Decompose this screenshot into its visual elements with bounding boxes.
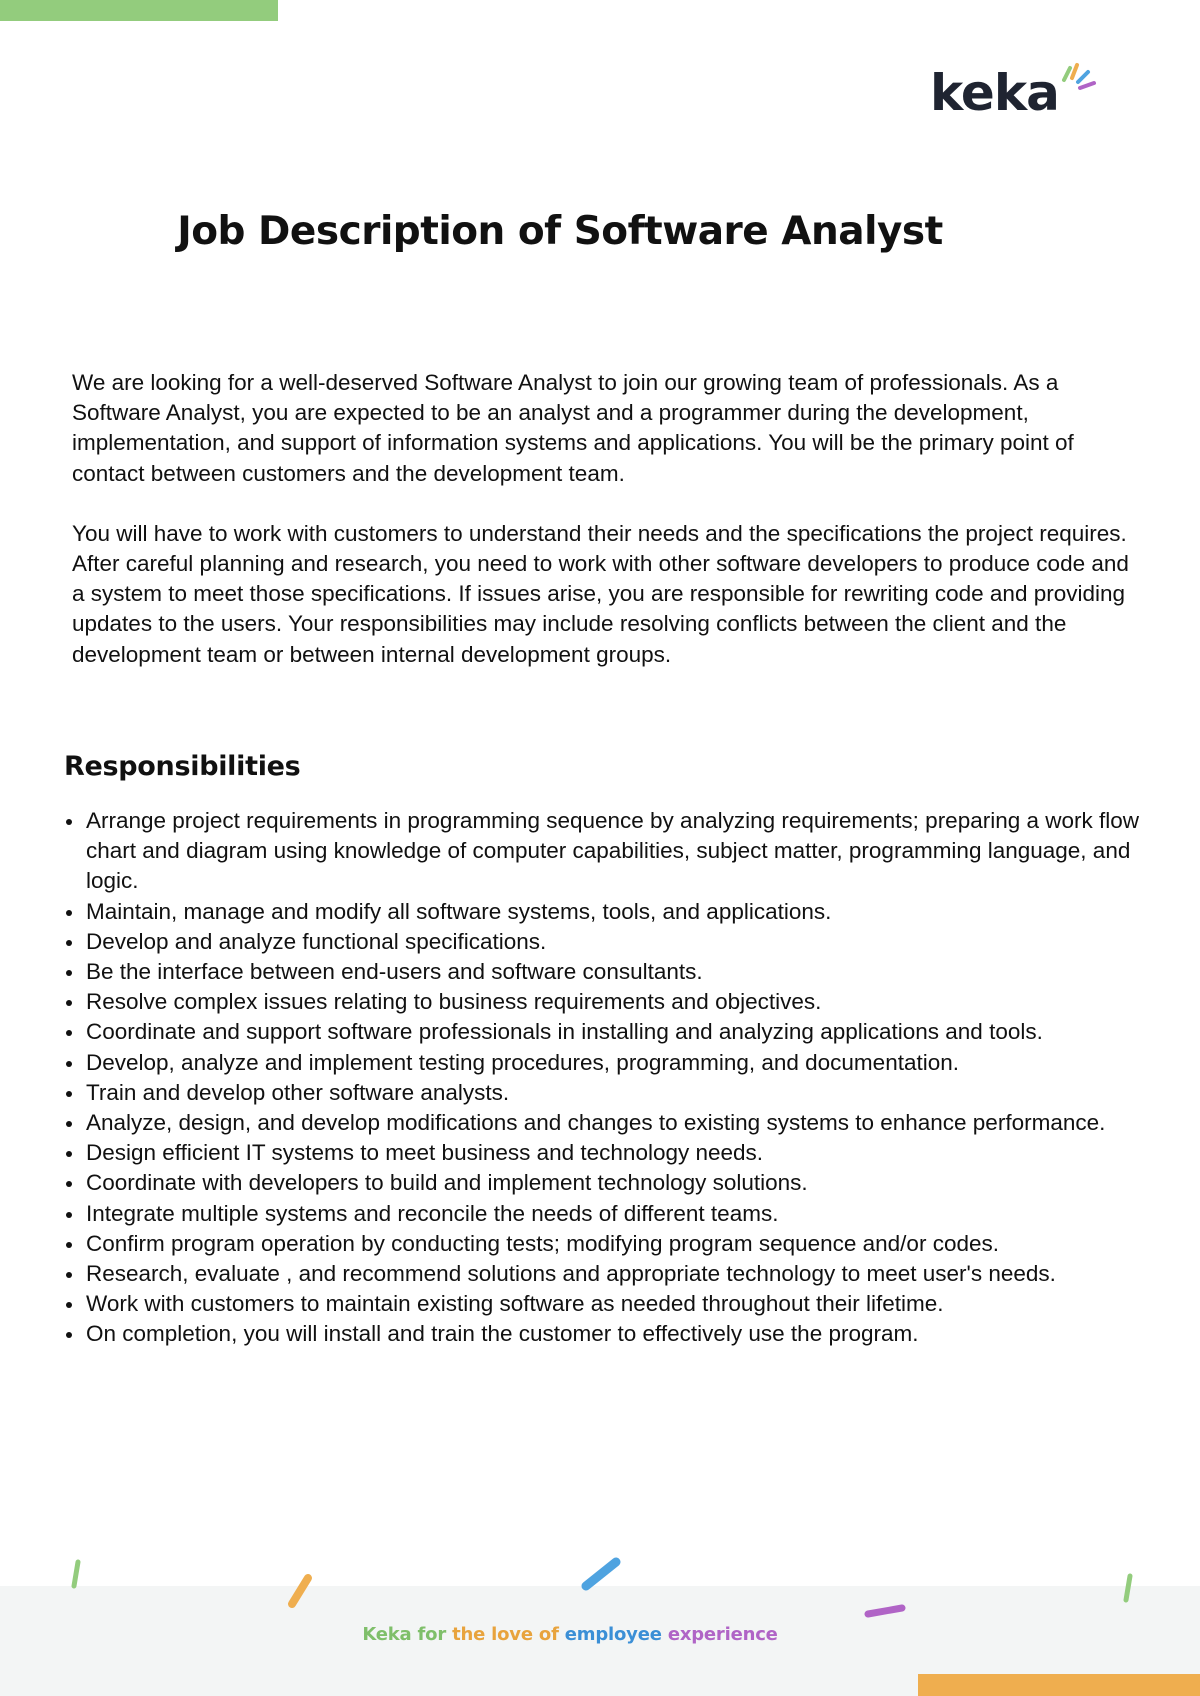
deco-stroke-orange [292,1578,308,1604]
spark-stroke-green [1064,68,1070,80]
list-item: Coordinate and support software professionals in installing and analyzing applications and tools. [86,1017,1146,1047]
deco-stroke-green-right [1126,1576,1130,1600]
list-item: Research, evaluate , and recommend solutions and appropriate technology to meet user's needs. [86,1259,1146,1289]
list-item: Be the interface between end-users and software consultants. [86,957,1146,987]
list-item: Resolve complex issues relating to business requirements and objectives. [86,987,1146,1017]
spark-stroke-orange [1072,65,1077,78]
list-item: Develop, analyze and implement testing procedures, programming, and documentation. [86,1048,1146,1078]
tagline-part-3: of [538,1624,565,1645]
list-item: Develop and analyze functional specifications. [86,927,1146,957]
list-item: On completion, you will install and train the customer to effectively use the program. [86,1319,1146,1349]
intro-section [72,368,1132,700]
list-item: Arrange project requirements in programming sequence by analyzing requirements; preparing a work flow chart and diagram using knowledge of computer capabilities, subject matter, programming language, and logic. [86,806,1146,897]
logo-wordmark: keka [930,64,1059,122]
intro-paragraph-1: We are looking for a well-deserved Software Analyst to join our growing team of professionals. As a Software Analyst, you are expected to be an analyst and a programmer during the development, implementation, and support of information systems and applications. You will be the primary point of contact between customers and the development team. [72,370,1074,486]
list-item: Train and develop other software analysts. [86,1078,1146,1108]
list-item: Coordinate with developers to build and implement technology solutions. [86,1168,1146,1198]
spark-stroke-blue [1078,72,1088,82]
responsibilities-list [86,806,1146,1350]
deco-stroke-purple [868,1608,902,1614]
tagline-part-5: experience [667,1624,778,1645]
list-item: Maintain, manage and modify all software systems, tools, and applications. [86,897,1146,927]
keka-logo [930,56,1090,122]
top-accent-bar [0,0,278,21]
deco-stroke-green-left [74,1562,78,1586]
bottom-accent-bar [918,1674,1200,1696]
intro-paragraph-2: You will have to work with customers to understand their needs and the specifications the project requires. After careful planning and research, you need to work with other software developers to produce code and a system to meet those specifications. If issues arise, you are responsible for rewriting code and providing updates to the users. Your responsibilities may include resolving conflicts between the client and the development team or between internal development groups. [72,520,1129,667]
list-item: Work with customers to maintain existing software as needed throughout their lifetime. [86,1289,1146,1319]
tagline-part-1: Keka for [362,1624,453,1645]
list-item: Design efficient IT systems to meet business and technology needs. [86,1138,1146,1168]
spark-stroke-purple [1080,83,1094,88]
keka-spark-icon [1058,56,1100,98]
deco-stroke-blue [586,1562,616,1586]
list-item: Integrate multiple systems and reconcile the needs of different teams. [86,1199,1146,1229]
page-title: Job Description of Software Analyst [177,209,943,254]
tagline-part-2: the love [452,1624,539,1645]
footer-tagline [0,1621,1140,1649]
list-item: Confirm program operation by conducting tests; modifying program sequence and/or codes. [86,1229,1146,1259]
tagline-part-4: employee [564,1624,668,1645]
list-item: Analyze, design, and develop modifications and changes to existing systems to enhance performance. [86,1108,1146,1138]
responsibilities-heading: Responsibilities [64,751,301,782]
